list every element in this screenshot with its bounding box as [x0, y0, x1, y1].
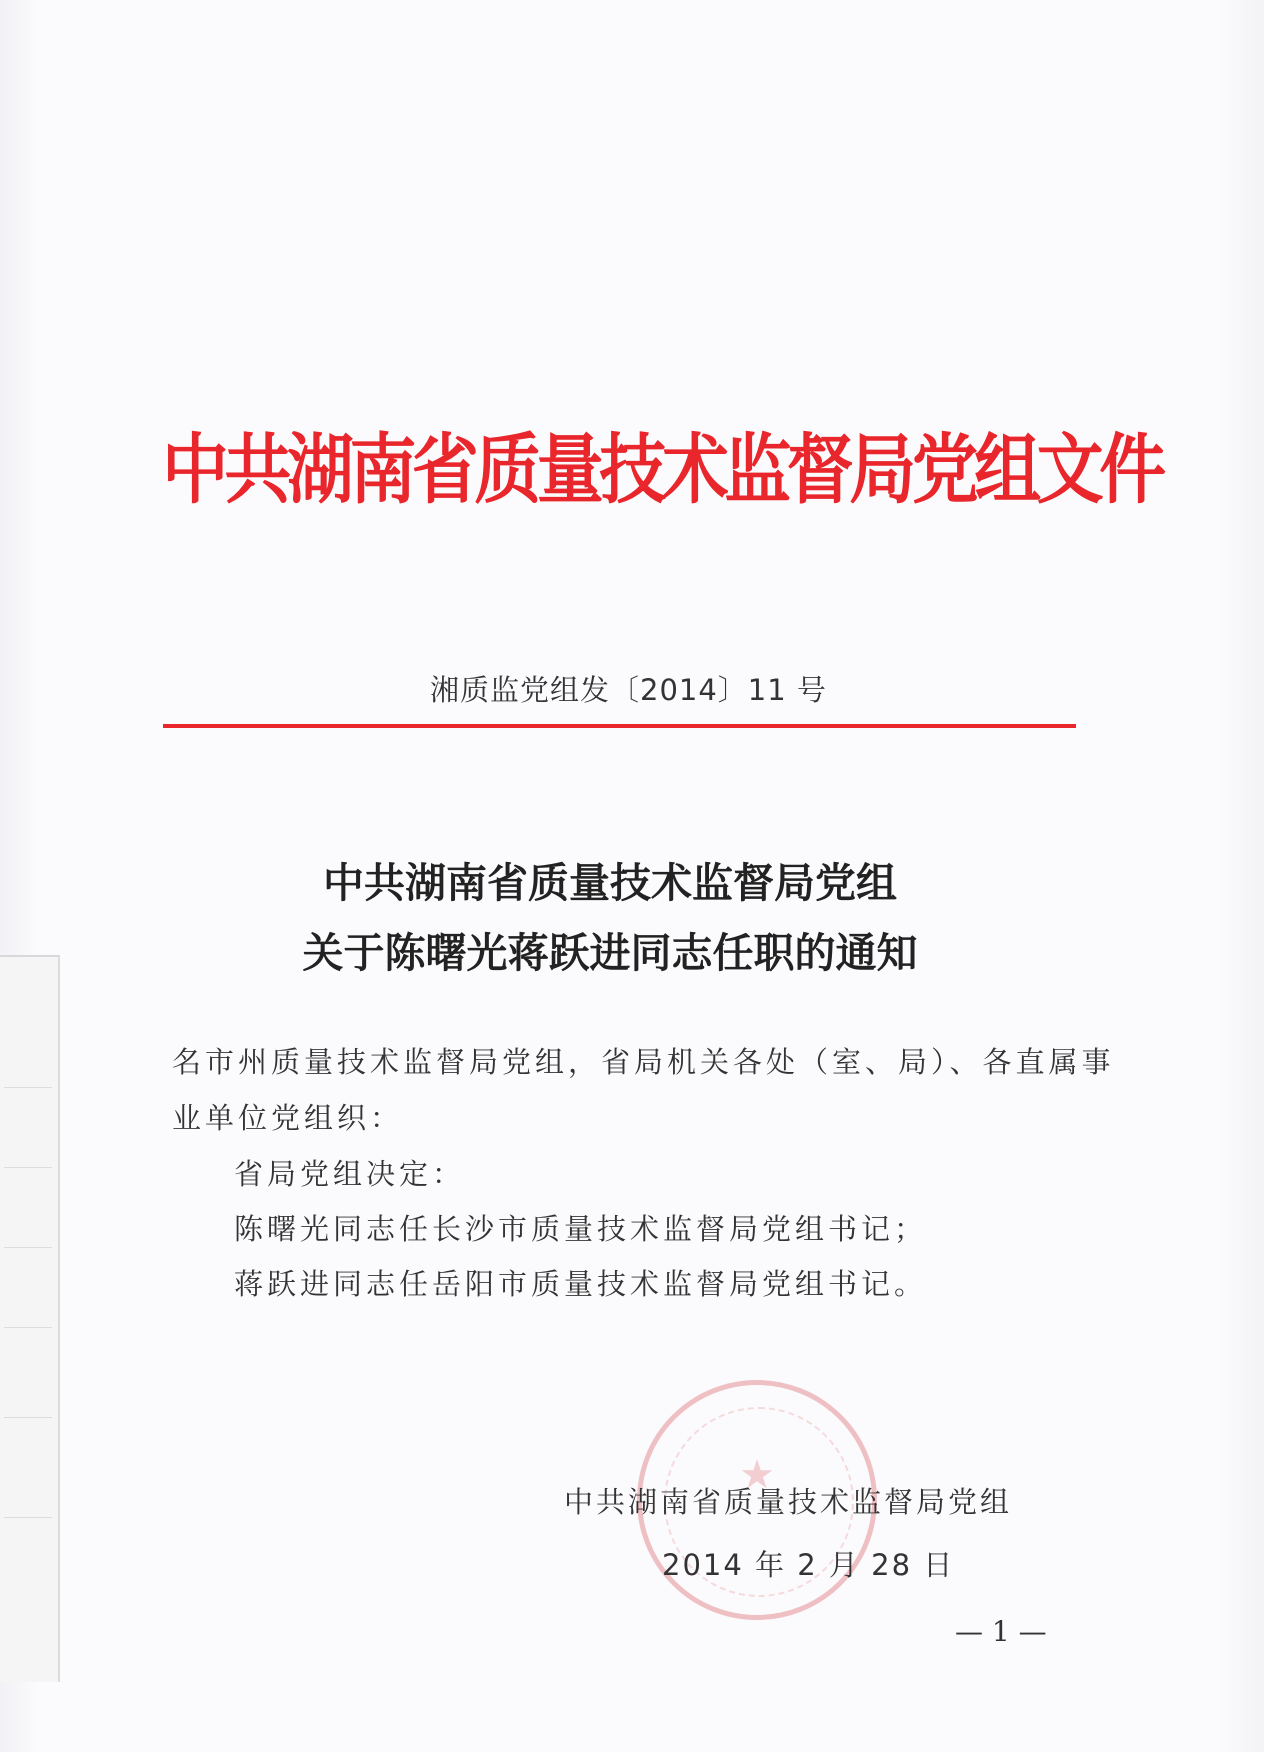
- decision-intro: 省局党组决定：: [234, 1157, 466, 1191]
- slip-cell: [4, 1327, 52, 1418]
- document-number: 湘质监党组发〔2014〕11 号: [430, 673, 827, 707]
- document-header-title: 中共湖南省质量技术监督局党组文件: [162, 425, 1162, 514]
- signature-organization: 中共湖南省质量技术监督局党组: [564, 1485, 1013, 1519]
- slip-cell: [4, 1027, 52, 1088]
- appointment-item: 陈曙光同志任长沙市质量技术监督局党组书记；: [234, 1212, 928, 1246]
- addressee-line-2: 业单位党组织：: [172, 1101, 404, 1135]
- page-number: — 1 —: [955, 1615, 1047, 1648]
- slip-cell: [4, 1167, 52, 1248]
- attached-slip-edge: [0, 955, 60, 1682]
- seal-emblem-icon: ★: [739, 1452, 775, 1498]
- slip-cell: [4, 1417, 52, 1518]
- notice-title-line-1: 中共湖南省质量技术监督局党组: [323, 859, 897, 907]
- red-divider-line: [163, 724, 1076, 728]
- addressee-line-1: 名市州质量技术监督局党组，省局机关各处（室、局）、各直属事: [172, 1045, 1115, 1079]
- slip-cell: [4, 1087, 52, 1168]
- signature-date: 2014 年 2 月 28 日: [662, 1548, 955, 1582]
- slip-cell: [4, 1247, 52, 1328]
- notice-title-line-2: 关于陈曙光蒋跃进同志任职的通知: [302, 929, 918, 977]
- appointment-item: 蒋跃进同志任岳阳市质量技术监督局党组书记。: [234, 1267, 928, 1301]
